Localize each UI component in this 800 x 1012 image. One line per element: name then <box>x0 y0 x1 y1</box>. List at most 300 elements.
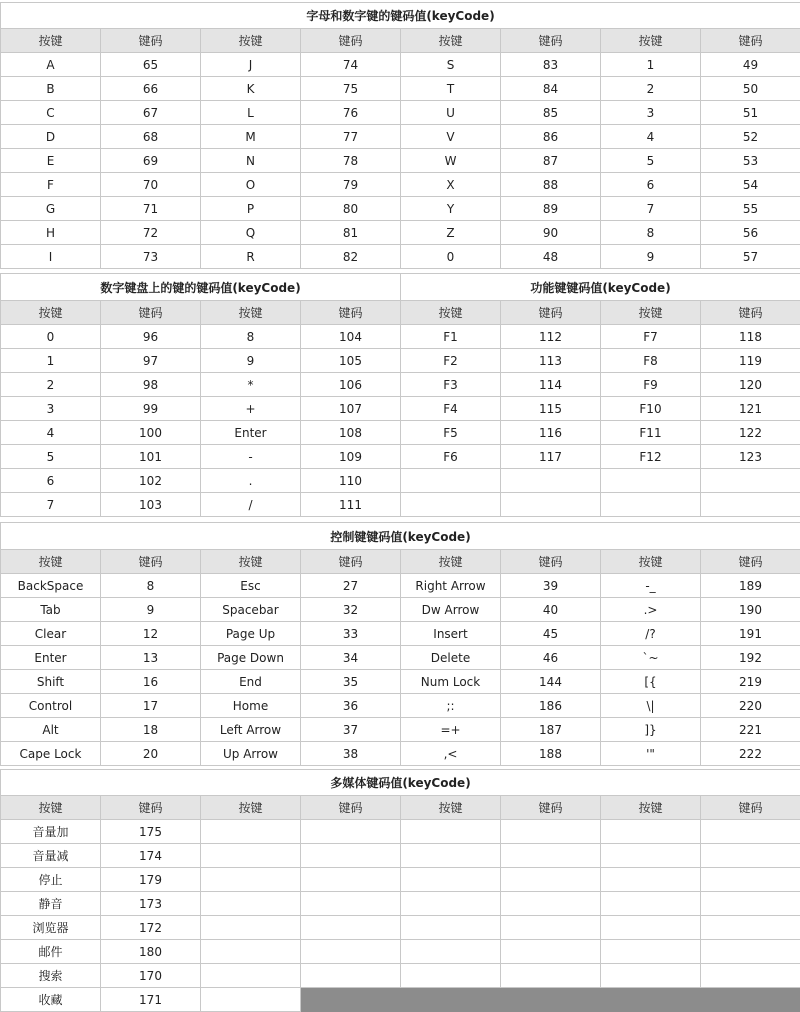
key-cell: Enter <box>201 421 301 445</box>
code-cell: 171 <box>101 988 201 1012</box>
table-row <box>1 820 800 844</box>
empty-cell <box>701 820 800 844</box>
key-cell: X <box>401 173 501 197</box>
empty-cell <box>501 892 601 916</box>
code-cell: 53 <box>701 149 800 173</box>
table-row <box>1 694 800 718</box>
code-cell: 37 <box>301 718 401 742</box>
key-cell: `~ <box>601 646 701 670</box>
code-cell: 13 <box>101 646 201 670</box>
key-cell: Z <box>401 221 501 245</box>
code-cell <box>501 493 601 517</box>
code-cell: 175 <box>101 820 201 844</box>
code-cell: 66 <box>101 77 201 101</box>
header-code: 键码 <box>501 796 601 820</box>
code-cell: 221 <box>701 718 800 742</box>
code-cell: 67 <box>101 101 201 125</box>
code-cell: 102 <box>101 469 201 493</box>
empty-cell <box>201 940 301 964</box>
code-cell: 123 <box>701 445 800 469</box>
code-cell: 109 <box>301 445 401 469</box>
empty-cell <box>701 940 800 964</box>
code-cell <box>701 469 800 493</box>
key-cell: F6 <box>401 445 501 469</box>
code-cell: 20 <box>101 742 201 766</box>
key-cell: Num Lock <box>401 670 501 694</box>
code-cell: 39 <box>501 574 601 598</box>
key-cell: Q <box>201 221 301 245</box>
letters-title: 字母和数字键的键码值(keyCode) <box>1 3 800 29</box>
key-cell: .> <box>601 598 701 622</box>
key-cell <box>401 469 501 493</box>
key-cell: 2 <box>1 373 101 397</box>
empty-cell <box>401 844 501 868</box>
key-cell: 3 <box>1 397 101 421</box>
code-cell: 220 <box>701 694 800 718</box>
header-key: 按键 <box>401 550 501 574</box>
header-key: 按键 <box>201 796 301 820</box>
code-cell: 82 <box>301 245 401 269</box>
empty-cell <box>601 844 701 868</box>
code-cell: 40 <box>501 598 601 622</box>
code-cell <box>501 469 601 493</box>
empty-cell <box>601 964 701 988</box>
code-cell: 190 <box>701 598 800 622</box>
key-cell: 浏览器 <box>1 916 101 940</box>
code-cell: 111 <box>301 493 401 517</box>
empty-cell <box>701 892 800 916</box>
code-cell: 116 <box>501 421 601 445</box>
header-key: 按键 <box>601 29 701 53</box>
header-code: 键码 <box>301 301 401 325</box>
code-cell: 191 <box>701 622 800 646</box>
empty-cell <box>301 964 401 988</box>
key-cell: F12 <box>601 445 701 469</box>
key-cell: 收藏 <box>1 988 101 1012</box>
key-cell: 8 <box>201 325 301 349</box>
key-cell: U <box>401 101 501 125</box>
key-cell: P <box>201 197 301 221</box>
header-code: 键码 <box>101 301 201 325</box>
key-cell <box>601 469 701 493</box>
key-cell: Right Arrow <box>401 574 501 598</box>
code-cell: 76 <box>301 101 401 125</box>
key-cell: =+ <box>401 718 501 742</box>
header-code: 键码 <box>701 29 800 53</box>
code-cell: 107 <box>301 397 401 421</box>
key-cell: F10 <box>601 397 701 421</box>
code-cell: 101 <box>101 445 201 469</box>
code-cell: 48 <box>501 245 601 269</box>
table-row <box>1 844 800 868</box>
header-key: 按键 <box>1 796 101 820</box>
multimedia-header-row <box>1 796 800 820</box>
table-row <box>1 53 800 77</box>
empty-cell <box>301 844 401 868</box>
table-row <box>1 373 800 397</box>
code-cell: 219 <box>701 670 800 694</box>
key-cell: Home <box>201 694 301 718</box>
key-cell: 停止 <box>1 868 101 892</box>
code-cell: 9 <box>101 598 201 622</box>
key-cell: H <box>1 221 101 245</box>
code-cell: 65 <box>101 53 201 77</box>
code-cell: 12 <box>101 622 201 646</box>
multimedia-table <box>0 769 800 1012</box>
empty-cell <box>601 892 701 916</box>
code-cell: 38 <box>301 742 401 766</box>
key-cell: 9 <box>201 349 301 373</box>
code-cell: 32 <box>301 598 401 622</box>
empty-cell <box>501 940 601 964</box>
key-cell: F3 <box>401 373 501 397</box>
code-cell: 56 <box>701 221 800 245</box>
code-cell: 117 <box>501 445 601 469</box>
code-cell: 144 <box>501 670 601 694</box>
gray-filler <box>501 988 601 1012</box>
header-key: 按键 <box>1 29 101 53</box>
key-cell: Clear <box>1 622 101 646</box>
key-cell: 9 <box>601 245 701 269</box>
empty-cell <box>201 820 301 844</box>
code-cell <box>701 493 800 517</box>
header-code: 键码 <box>301 29 401 53</box>
key-cell: Y <box>401 197 501 221</box>
table-row <box>1 245 800 269</box>
table-row <box>1 397 800 421</box>
control-table <box>0 522 800 766</box>
empty-cell <box>601 868 701 892</box>
code-cell: 179 <box>101 868 201 892</box>
key-cell: 7 <box>1 493 101 517</box>
key-cell <box>601 493 701 517</box>
key-cell: ,< <box>401 742 501 766</box>
key-cell: 1 <box>601 53 701 77</box>
empty-cell <box>201 892 301 916</box>
code-cell: 114 <box>501 373 601 397</box>
numpad-header-row <box>1 301 800 325</box>
key-cell: [{ <box>601 670 701 694</box>
key-cell: O <box>201 173 301 197</box>
key-cell: ]} <box>601 718 701 742</box>
empty-cell <box>701 868 800 892</box>
code-cell: 104 <box>301 325 401 349</box>
header-key: 按键 <box>201 29 301 53</box>
empty-cell <box>701 844 800 868</box>
key-cell: End <box>201 670 301 694</box>
key-cell: ;: <box>401 694 501 718</box>
empty-cell <box>401 940 501 964</box>
header-code: 键码 <box>101 796 201 820</box>
code-cell: 87 <box>501 149 601 173</box>
gray-filler <box>701 988 800 1012</box>
code-cell: 78 <box>301 149 401 173</box>
key-cell <box>401 493 501 517</box>
letters-table <box>0 2 800 269</box>
empty-cell <box>201 844 301 868</box>
key-cell: F <box>1 173 101 197</box>
key-cell: 0 <box>1 325 101 349</box>
empty-cell <box>201 868 301 892</box>
table-row <box>1 574 800 598</box>
table-row <box>1 742 800 766</box>
empty-cell <box>601 820 701 844</box>
header-key: 按键 <box>1 301 101 325</box>
header-code: 键码 <box>101 29 201 53</box>
code-cell: 27 <box>301 574 401 598</box>
code-cell: 73 <box>101 245 201 269</box>
numpad-function-table <box>0 273 800 517</box>
key-cell: Delete <box>401 646 501 670</box>
code-cell: 72 <box>101 221 201 245</box>
key-cell: \| <box>601 694 701 718</box>
key-cell: Page Down <box>201 646 301 670</box>
table-row <box>1 77 800 101</box>
key-cell: E <box>1 149 101 173</box>
key-cell: F11 <box>601 421 701 445</box>
code-cell: 90 <box>501 221 601 245</box>
key-cell: 7 <box>601 197 701 221</box>
key-cell: F9 <box>601 373 701 397</box>
code-cell: 51 <box>701 101 800 125</box>
empty-cell <box>501 916 601 940</box>
header-code: 键码 <box>501 29 601 53</box>
empty-cell <box>601 916 701 940</box>
code-cell: 120 <box>701 373 800 397</box>
code-cell: 36 <box>301 694 401 718</box>
code-cell: 81 <box>301 221 401 245</box>
header-key: 按键 <box>201 301 301 325</box>
gray-filler <box>401 988 501 1012</box>
code-cell: 83 <box>501 53 601 77</box>
table-row <box>1 493 800 517</box>
key-cell: Tab <box>1 598 101 622</box>
code-cell: 170 <box>101 964 201 988</box>
key-cell: F1 <box>401 325 501 349</box>
key-cell: Alt <box>1 718 101 742</box>
code-cell: 68 <box>101 125 201 149</box>
letters-header-row <box>1 29 800 53</box>
key-cell: F4 <box>401 397 501 421</box>
key-cell: /? <box>601 622 701 646</box>
key-cell: 1 <box>1 349 101 373</box>
key-cell: I <box>1 245 101 269</box>
empty-cell <box>401 868 501 892</box>
code-cell: 35 <box>301 670 401 694</box>
code-cell: 84 <box>501 77 601 101</box>
empty-cell <box>701 916 800 940</box>
key-cell: Shift <box>1 670 101 694</box>
key-cell: A <box>1 53 101 77</box>
code-cell: 88 <box>501 173 601 197</box>
key-cell: F5 <box>401 421 501 445</box>
key-cell: N <box>201 149 301 173</box>
key-cell: Dw Arrow <box>401 598 501 622</box>
gray-filler <box>601 988 701 1012</box>
key-cell: Esc <box>201 574 301 598</box>
key-cell: - <box>201 445 301 469</box>
code-cell: 75 <box>301 77 401 101</box>
header-code: 键码 <box>501 550 601 574</box>
key-cell: Insert <box>401 622 501 646</box>
header-key: 按键 <box>401 796 501 820</box>
table-row <box>1 598 800 622</box>
key-cell: -_ <box>601 574 701 598</box>
key-cell: D <box>1 125 101 149</box>
key-cell: 0 <box>401 245 501 269</box>
control-title: 控制键键码值(keyCode) <box>1 523 800 550</box>
key-cell: Cape Lock <box>1 742 101 766</box>
key-cell: M <box>201 125 301 149</box>
code-cell: 96 <box>101 325 201 349</box>
empty-cell <box>701 964 800 988</box>
code-cell: 50 <box>701 77 800 101</box>
code-cell: 173 <box>101 892 201 916</box>
table-row <box>1 445 800 469</box>
code-cell: 33 <box>301 622 401 646</box>
code-cell: 49 <box>701 53 800 77</box>
table-row <box>1 349 800 373</box>
key-cell: 3 <box>601 101 701 125</box>
empty-cell <box>401 892 501 916</box>
empty-cell <box>201 988 301 1012</box>
table-row <box>1 125 800 149</box>
table-row <box>1 718 800 742</box>
key-cell: F2 <box>401 349 501 373</box>
numpad-title: 数字键盘上的键的键码值(keyCode) <box>1 274 401 301</box>
key-cell: * <box>201 373 301 397</box>
code-cell: 18 <box>101 718 201 742</box>
key-cell: Spacebar <box>201 598 301 622</box>
code-cell: 106 <box>301 373 401 397</box>
header-key: 按键 <box>601 301 701 325</box>
header-code: 键码 <box>301 550 401 574</box>
key-cell: 音量加 <box>1 820 101 844</box>
empty-cell <box>301 868 401 892</box>
empty-cell <box>401 916 501 940</box>
code-cell: 122 <box>701 421 800 445</box>
code-cell: 172 <box>101 916 201 940</box>
code-cell: 112 <box>501 325 601 349</box>
code-cell: 86 <box>501 125 601 149</box>
table-row <box>1 892 800 916</box>
table-row <box>1 173 800 197</box>
key-cell: K <box>201 77 301 101</box>
code-cell: 8 <box>101 574 201 598</box>
empty-cell <box>501 964 601 988</box>
empty-cell <box>501 820 601 844</box>
code-cell: 70 <box>101 173 201 197</box>
key-cell: Enter <box>1 646 101 670</box>
header-key: 按键 <box>401 301 501 325</box>
code-cell: 85 <box>501 101 601 125</box>
code-cell: 118 <box>701 325 800 349</box>
header-key: 按键 <box>401 29 501 53</box>
empty-cell <box>601 940 701 964</box>
key-cell: 邮件 <box>1 940 101 964</box>
key-cell: Up Arrow <box>201 742 301 766</box>
key-cell: 搜索 <box>1 964 101 988</box>
empty-cell <box>501 868 601 892</box>
header-code: 键码 <box>701 550 800 574</box>
code-cell: 54 <box>701 173 800 197</box>
code-cell: 77 <box>301 125 401 149</box>
function-title: 功能键键码值(keyCode) <box>401 274 800 301</box>
key-cell: 2 <box>601 77 701 101</box>
code-cell: 222 <box>701 742 800 766</box>
key-cell: . <box>201 469 301 493</box>
table-row <box>1 101 800 125</box>
key-cell: S <box>401 53 501 77</box>
header-code: 键码 <box>701 301 800 325</box>
header-code: 键码 <box>301 796 401 820</box>
code-cell: 108 <box>301 421 401 445</box>
key-cell: 音量减 <box>1 844 101 868</box>
key-cell: F7 <box>601 325 701 349</box>
key-cell: W <box>401 149 501 173</box>
key-cell: B <box>1 77 101 101</box>
header-key: 按键 <box>601 796 701 820</box>
table-row <box>1 868 800 892</box>
code-cell: 79 <box>301 173 401 197</box>
key-cell: 静音 <box>1 892 101 916</box>
header-key: 按键 <box>601 550 701 574</box>
code-cell: 105 <box>301 349 401 373</box>
header-key: 按键 <box>1 550 101 574</box>
code-cell: 34 <box>301 646 401 670</box>
header-code: 键码 <box>101 550 201 574</box>
code-cell: 55 <box>701 197 800 221</box>
empty-cell <box>301 892 401 916</box>
table-row <box>1 197 800 221</box>
table-row <box>1 221 800 245</box>
table-row <box>1 469 800 493</box>
key-cell: G <box>1 197 101 221</box>
key-cell: Left Arrow <box>201 718 301 742</box>
code-cell: 16 <box>101 670 201 694</box>
code-cell: 99 <box>101 397 201 421</box>
table-row <box>1 622 800 646</box>
multimedia-title: 多媒体键码值(keyCode) <box>1 770 800 796</box>
key-cell: Page Up <box>201 622 301 646</box>
empty-cell <box>501 844 601 868</box>
key-cell: 8 <box>601 221 701 245</box>
code-cell: 115 <box>501 397 601 421</box>
header-key: 按键 <box>201 550 301 574</box>
table-row <box>1 940 800 964</box>
key-cell: F8 <box>601 349 701 373</box>
code-cell: 17 <box>101 694 201 718</box>
code-cell: 98 <box>101 373 201 397</box>
key-cell: 4 <box>601 125 701 149</box>
header-code: 键码 <box>701 796 800 820</box>
code-cell: 188 <box>501 742 601 766</box>
key-cell: C <box>1 101 101 125</box>
table-row <box>1 646 800 670</box>
code-cell: 119 <box>701 349 800 373</box>
empty-cell <box>201 964 301 988</box>
key-cell: 4 <box>1 421 101 445</box>
code-cell: 89 <box>501 197 601 221</box>
code-cell: 110 <box>301 469 401 493</box>
code-cell: 46 <box>501 646 601 670</box>
code-cell: 100 <box>101 421 201 445</box>
key-cell: / <box>201 493 301 517</box>
key-cell: R <box>201 245 301 269</box>
key-cell: V <box>401 125 501 149</box>
empty-cell <box>201 916 301 940</box>
gray-filler <box>301 988 401 1012</box>
